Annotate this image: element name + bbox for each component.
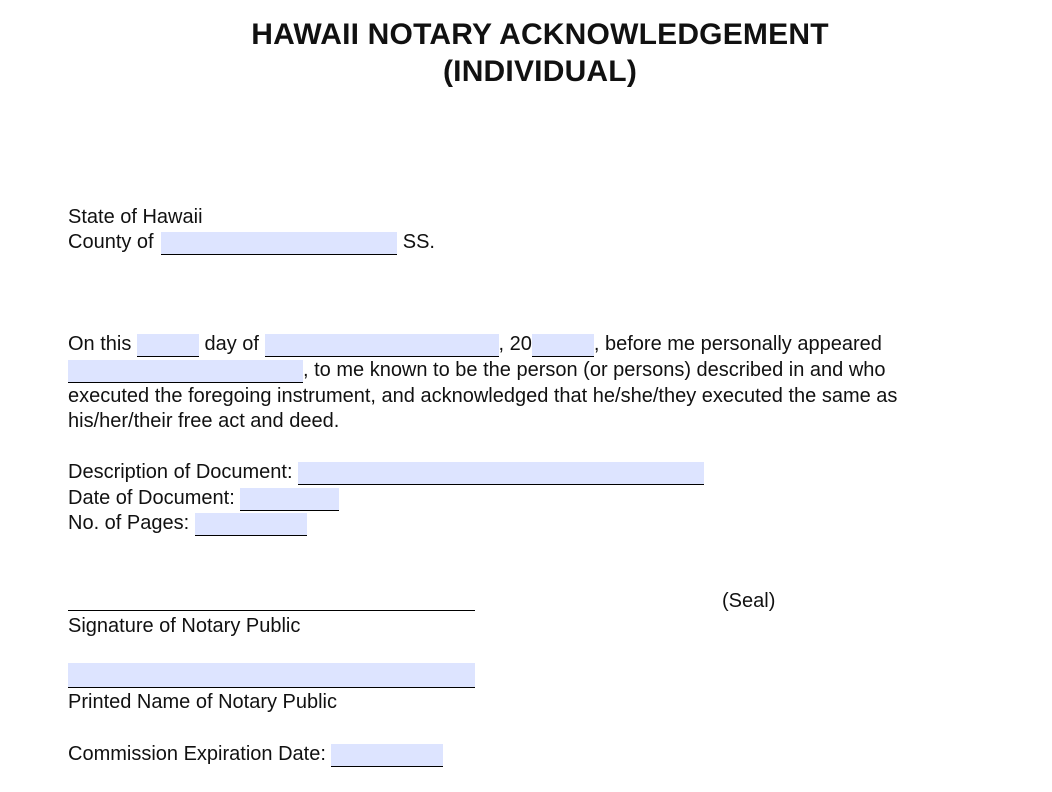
known-text: , to me known to be the person (or persons) described in and who [303, 359, 886, 381]
person-name-field[interactable] [68, 360, 303, 383]
ss-label: SS. [402, 231, 435, 253]
county-field[interactable] [161, 232, 397, 255]
year-field[interactable] [532, 334, 594, 357]
printed-name-label: Printed Name of Notary Public [68, 691, 338, 713]
day-field[interactable] [137, 334, 199, 357]
on-this-text: On this [68, 333, 132, 355]
ack-line-2 [68, 358, 886, 383]
ack-line-1 [68, 332, 882, 357]
state-label: State of Hawaii [68, 206, 203, 228]
document-title: HAWAII NOTARY ACKNOWLEDGEMENT [251, 18, 829, 51]
appeared-text: , before me personally appeared [593, 333, 882, 355]
ack-line-3: executed the foregoing instrument, and acknowledged that he/she/they executed the same as [68, 385, 898, 407]
signature-line[interactable] [68, 595, 475, 611]
pages-line [68, 511, 307, 536]
month-field[interactable] [265, 334, 499, 357]
signature-label: Signature of Notary Public [68, 615, 301, 637]
date-field[interactable] [240, 488, 339, 511]
state-line [68, 205, 203, 230]
county-line [68, 230, 435, 255]
description-label: Description of Document: [68, 461, 293, 483]
day-of-text: day of [204, 333, 259, 355]
description-line [68, 460, 704, 485]
year-prefix-text: , 20 [498, 333, 532, 355]
pages-field[interactable] [195, 513, 307, 536]
pages-label: No. of Pages: [68, 512, 190, 534]
document-subtitle: (INDIVIDUAL) [442, 55, 638, 88]
county-label: County of [68, 231, 154, 253]
description-field[interactable] [298, 462, 704, 485]
commission-line [68, 742, 443, 767]
seal-label: (Seal) [722, 590, 776, 612]
ack-line-4: his/her/their free act and deed. [68, 410, 340, 432]
commission-date-field[interactable] [331, 744, 443, 767]
commission-label: Commission Expiration Date: [68, 743, 326, 765]
printed-name-field[interactable] [68, 663, 475, 688]
date-label: Date of Document: [68, 487, 235, 509]
date-line [68, 486, 339, 511]
